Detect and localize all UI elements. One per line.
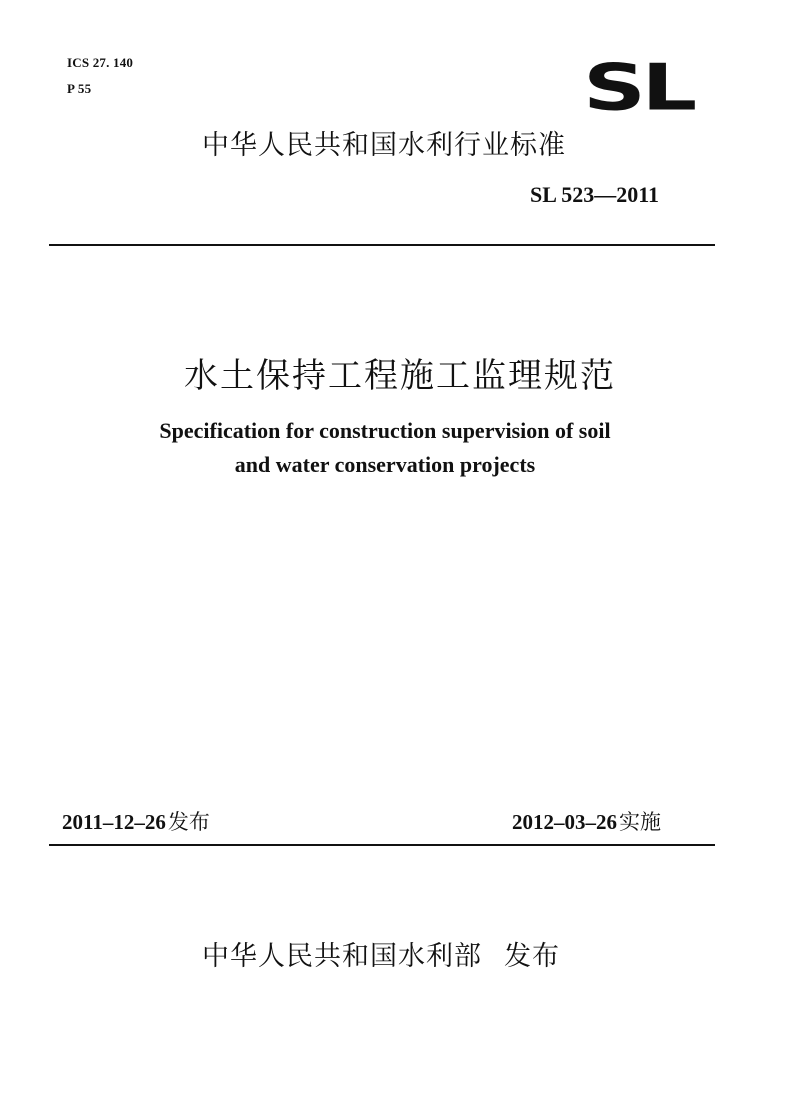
title-chinese: 水土保持工程施工监理规范 <box>184 356 616 396</box>
issue-date-block <box>62 806 210 836</box>
ics-code: ICS 27. 140 <box>67 55 134 70</box>
publisher-name: 中华人民共和国水利部 <box>202 941 482 972</box>
publisher-line <box>202 934 560 973</box>
implementation-date-block <box>512 806 661 836</box>
issue-label: 发布 <box>167 810 210 834</box>
bottom-divider <box>49 844 715 846</box>
title-english-line2: and water conservation projects <box>234 452 536 477</box>
issue-date: 2011–12–26 <box>62 810 166 834</box>
standard-category: 中华人民共和国水利行业标准 <box>202 130 566 161</box>
top-divider <box>49 244 715 246</box>
ccs-code: P 55 <box>67 81 92 96</box>
implementation-date: 2012–03–26 <box>512 810 617 834</box>
standard-number: SL 523—2011 <box>530 182 659 207</box>
title-english-line1: Specification for construction supervision of soil <box>159 418 611 443</box>
implementation-label: 实施 <box>619 810 661 834</box>
publisher-action: 发布 <box>504 941 560 972</box>
sl-logo: SL <box>583 51 693 125</box>
